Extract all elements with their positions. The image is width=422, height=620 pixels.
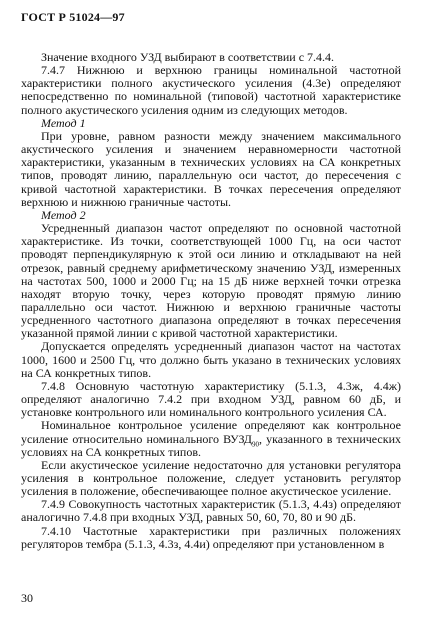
paragraph: 7.4.10 Частотные характеристики при различных положениях регуляторов тембра (5.1.3, 4.3з, 4.4и) определяют при установленном в xyxy=(21,523,401,551)
paragraph: Если акустическое усиление недостаточно для установки регулятора усиления в контрольное положение, следует установить регулятор усиления в положение, обеспечивающее полное акустическое усиление. xyxy=(21,457,401,499)
method-heading: Метод 1 xyxy=(41,115,86,130)
paragraph: 7.4.9 Совокупность частотных характеристик (5.1.3, 4.4з) определяют аналогично 7.4.8 при входных УЗД, равных 50, 60, 70, 80 и 90 дБ. xyxy=(21,497,401,525)
paragraph xyxy=(21,419,401,458)
paragraph: Допускается определять усредненный диапазон частот на частотах 1000, 1600 и 2500 Гц, что должно быть указано в технических условиях на СА конкретных типов. xyxy=(21,339,401,380)
paragraph-text: Номинальное контрольное усиление определяют как контрольное усиление относительно номинального ВУЗД xyxy=(21,418,401,446)
standard-header: ГОСТ Р 51024—97 xyxy=(21,10,125,24)
paragraph-text: , указанного в технических условиях на СА конкретных типов. xyxy=(21,431,401,459)
page-number: 30 xyxy=(21,591,33,605)
subscript: 90 xyxy=(251,439,259,448)
paragraph: Усредненный диапазон частот определяют по основной частотной характеристике. Из точки, соответствующей 1000 Гц, на оси частот проводят перпендикулярную к этой оси линию и откладывают на ней отрезок, равный среднему арифметическому значению УЗД, измеренных на частотах 500, 1000 и 2000 Гц; на 15 дБ ниже верхней точки отрезка находят вторую точку, через которую проводят прямую линию параллельно оси частот. Нижнюю и верхнюю граничные частоты усредненного частотного диапазона определяют в точках пересечения указанной прямой линии с кривой частотной характеристики. xyxy=(21,221,401,341)
paragraph: Значение входного УЗД выбирают в соответствии с 7.4.4. xyxy=(41,50,335,64)
document-body xyxy=(21,51,401,551)
method-heading: Метод 2 xyxy=(41,207,86,222)
paragraph: 7.4.8 Основную частотную характеристику (5.1.3, 4.3ж, 4.4ж) определяют аналогично 7.4.2 при входном УЗД, равном 60 дБ, и установке контрольного или номинального контрольного усиления СА. xyxy=(21,378,401,420)
paragraph: При уровне, равном разности между значением максимального акустического усиления и значением неравномерности частотной характеристики, указанным в технических условиях на СА конкретных типов, проводят линию, параллельную оси частот, до пересечения с кривой частотной характеристики. В точках пересечения определяют верхнюю и нижнюю граничные частоты. xyxy=(21,128,401,209)
paragraph: 7.4.7 Нижнюю и верхнюю границы номинальной частотной характеристики полного акустического усиления (4.3е) определяют непосредственно по номинальной (типовой) частотной характеристике полного акустического усиления одним из следующих методов. xyxy=(21,63,401,117)
